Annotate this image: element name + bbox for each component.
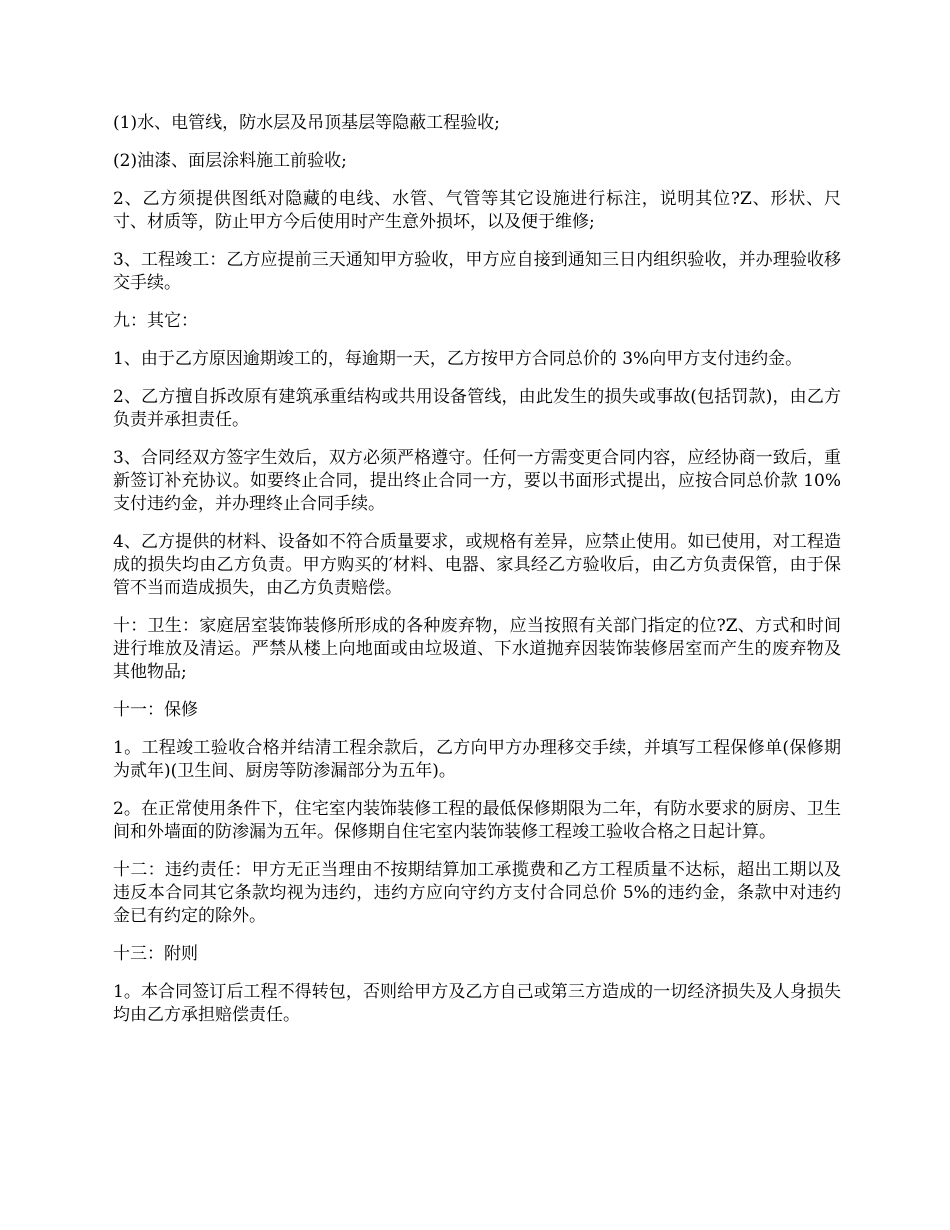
paragraph-warranty-handover: 1。工程竣工验收合格并结清工程余款后，乙方向甲方办理移交手续，并填写工程保修单(保修期为贰年)(卫生间、厨房等防渗漏部分为五年)。 [113, 738, 841, 781]
paragraph-unauthorized-demolition: 2、乙方擅自拆改原有建筑承重结构或共用设备管线，由此发生的损失或事故(包括罚款)，由乙方负责并承担责任。 [113, 387, 841, 430]
paragraph-completion-inspection: 3、工程竣工：乙方应提前三天通知甲方验收，甲方应自接到通知三日内组织验收，并办理验收移交手续。 [113, 250, 841, 293]
paragraph-delay-penalty: 1、由于乙方原因逾期竣工的，每逾期一天，乙方按甲方合同总价的 3%向甲方支付违约金。 [113, 349, 803, 369]
section-heading-other: 九：其它： [113, 311, 198, 331]
paragraph-breach-liability: 十二：违约责任：甲方无正当理由不按期结算加工承揽费和乙方工程质量不达标，超出工期以及违反本合同其它条款均视为违约，违约方应向守约方支付合同总价 5%的违约金，条款中对违约金已有约定的除外。 [113, 860, 841, 926]
paragraph-paint-inspection: (2)油漆、面层涂料施工前验收; [113, 151, 347, 171]
paragraph-warranty-period: 2。在正常使用条件下，住宅室内装饰装修工程的最低保修期限为二年，有防水要求的厨房、卫生间和外墙面的防渗漏为五年。保修期自住宅室内装饰装修工程竣工验收合格之日起计算。 [113, 799, 841, 842]
paragraph-no-subcontract: 1。本合同签订后工程不得转包，否则给甲方及乙方自己或第三方造成的一切经济损失及人身损失均由乙方承担赔偿责任。 [113, 982, 841, 1025]
paragraph-contract-effect: 3、合同经双方签字生效后，双方必须严格遵守。任何一方需变更合同内容，应经协商一致后，重新签订补充协议。如要终止合同，提出终止合同一方，要以书面形式提出，应按合同总价款 10%支付违约金，并办理终止合同手续。 [113, 448, 841, 514]
document-body [113, 112, 841, 1042]
paragraph-hidden-works-pipes: (1)水、电管线，防水层及吊顶基层等隐蔽工程验收; [113, 113, 500, 133]
section-heading-supplementary: 十三：附则 [113, 944, 198, 964]
paragraph-sanitation: 十：卫生：家庭居室装饰装修所形成的各种废弃物，应当按照有关部门指定的位?Z、方式和时间进行堆放及清运。严禁从楼上向地面或由垃圾道、下水道抛弃因装饰装修居室而产生的废弃物及其他物品; [113, 616, 841, 682]
paragraph-drawings-marking: 2、乙方须提供图纸对隐藏的电线、水管、气管等其它设施进行标注，说明其位?Z、形状、尺寸、材质等，防止甲方今后使用时产生意外损坏，以及便于维修; [113, 189, 841, 232]
section-heading-warranty: 十一：保修 [113, 700, 198, 720]
paragraph-materials-quality: 4、乙方提供的材料、设备如不符合质量要求，或规格有差异，应禁止使用。如已使用，对工程造成的损失均由乙方负责。甲方购买的′材料、电器、家具经乙方验收后，由乙方负责保管，由于保管不当而造成损失，由乙方负责赔偿。 [113, 532, 841, 598]
